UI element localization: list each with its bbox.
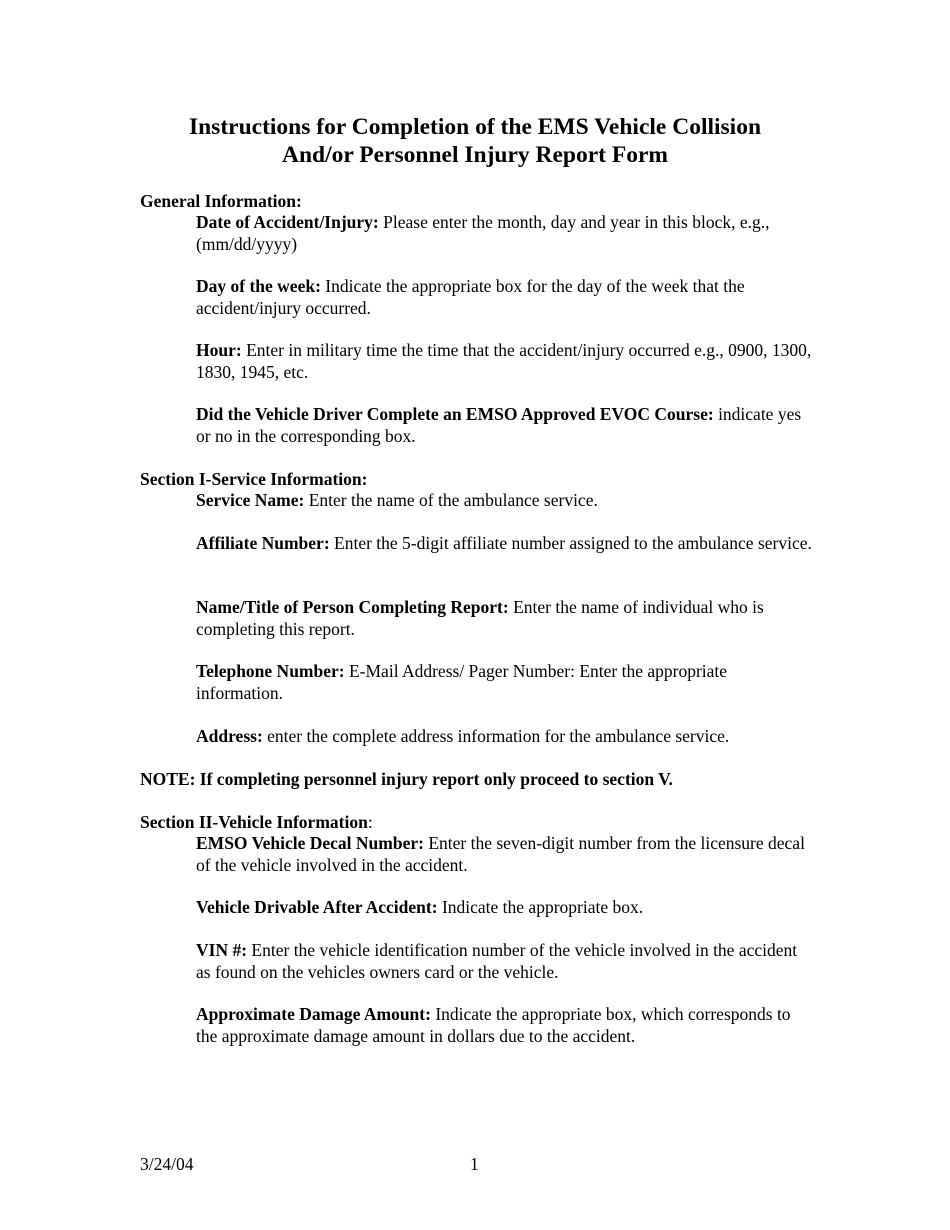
section-2-heading-colon: : [367, 812, 373, 832]
instruction-label: Did the Vehicle Driver Complete an EMSO Approved EVOC Course: [196, 404, 714, 424]
instruction-text: Enter the seven-digit number from the licensure decal of the vehicle involved in the accident. [196, 833, 805, 875]
instruction-text: Please enter the month, day and year in this block, e.g., (mm/dd/yyyy) [196, 212, 770, 254]
instruction-date-of-accident [196, 212, 816, 255]
instruction-text: indicate yes or no in the corresponding box. [196, 404, 802, 446]
section-2-heading [140, 811, 373, 833]
instruction-vehicle-drivable [196, 897, 816, 919]
instruction-vin [196, 940, 816, 983]
section-1-heading: Section I-Service Information: [140, 469, 368, 489]
instruction-address [196, 726, 816, 748]
section-2-heading-text: Section II-Vehicle Information [140, 812, 368, 832]
instruction-text: Enter the name of the ambulance service. [304, 490, 598, 510]
note-text: NOTE: If completing personnel injury report only proceed to section V. [140, 769, 673, 789]
instruction-telephone [196, 661, 816, 704]
instruction-text: Indicate the appropriate box, which corresponds to the approximate damage amount in dollars due to the accident. [196, 1004, 791, 1046]
instruction-text: Enter the name of individual who is completing this report. [196, 597, 764, 639]
instruction-decal-number [196, 833, 816, 876]
instruction-text: Indicate the appropriate box for the day of the week that the accident/injury occurred. [196, 276, 745, 318]
instruction-evoc-course [196, 404, 816, 447]
footer-date: 3/24/04 [140, 1154, 194, 1174]
instruction-text: E-Mail Address/ Pager Number: Enter the appropriate information. [196, 661, 728, 703]
instruction-text: Enter in military time the time that the accident/injury occurred e.g., 0900, 1300, 1830, 1945, etc. [196, 340, 812, 382]
title-line-1: Instructions for Completion of the EMS Vehicle Collision [188, 114, 762, 140]
instruction-service-name [196, 490, 816, 512]
instruction-label: Approximate Damage Amount: [196, 1004, 431, 1024]
general-information-heading: General Information: [140, 191, 302, 211]
instruction-label: Address: [196, 726, 263, 746]
instruction-hour [196, 340, 816, 383]
page-title [0, 113, 950, 169]
instruction-label: VIN #: [196, 940, 248, 960]
page-number: 1 [470, 1154, 479, 1174]
instruction-damage-amount [196, 1004, 816, 1047]
instruction-label: Day of the week: [196, 276, 321, 296]
instruction-text: Indicate the appropriate box. [437, 897, 644, 917]
instruction-affiliate-number [196, 533, 816, 555]
title-line-2: And/or Personnel Injury Report Form [282, 142, 668, 168]
instruction-person-completing [196, 597, 816, 640]
instruction-label: Service Name: [196, 490, 305, 510]
instruction-label: Telephone Number: [196, 661, 345, 681]
instruction-label: EMSO Vehicle Decal Number: [196, 833, 424, 853]
instruction-label: Name/Title of Person Completing Report: [196, 597, 509, 617]
instruction-label: Affiliate Number: [196, 533, 330, 553]
instruction-text: Enter the vehicle identification number of the vehicle involved in the accident as found on the vehicles owners card or the vehicle. [196, 940, 798, 982]
instruction-text: Enter the 5-digit affiliate number assigned to the ambulance service. [329, 533, 812, 553]
instruction-text: enter the complete address information for the ambulance service. [262, 726, 730, 746]
instruction-day-of-week [196, 276, 816, 319]
instruction-label: Hour: [196, 340, 242, 360]
instruction-label: Date of Accident/Injury: [196, 212, 379, 232]
instruction-label: Vehicle Drivable After Accident: [196, 897, 438, 917]
